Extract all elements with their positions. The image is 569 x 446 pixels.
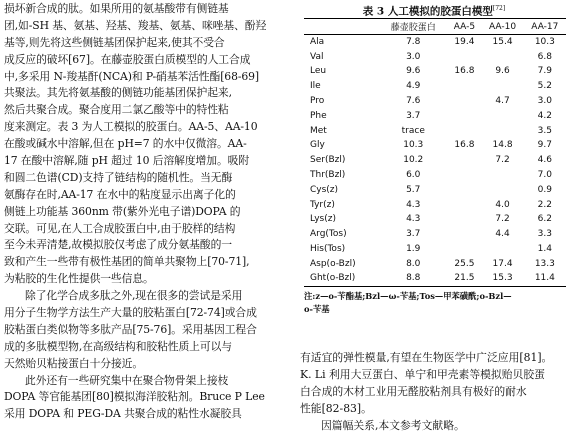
value-cell: 4.3 (406, 214, 421, 225)
value-cell (481, 79, 523, 94)
table-3-block (300, 0, 568, 316)
text-line: 氨酶存在时,AA-17 在水中的粘度显示出离子化的 (4, 187, 236, 201)
text-line: 17 在酸中溶解,随 pH 超过 10 后溶解度增加。吸附 (4, 154, 250, 168)
value-cell: 7.0 (537, 170, 552, 181)
text-line: K. Li 利用大豆蛋白、单宁和甲壳素等模拟贻贝胶蛋 (300, 368, 545, 381)
table-note (304, 290, 566, 316)
value-cell: 17.4 (492, 258, 513, 269)
value-cell: 3.0 (406, 51, 421, 62)
residue-cell: Leu (310, 66, 327, 77)
value-cell: 9.6 (406, 66, 421, 77)
value-cell: 15.4 (492, 37, 513, 48)
text-line: 基等,则先将这些侧链基团保护起来,使其不受合 (4, 35, 225, 49)
column-header: 藤壶胶蛋白 (379, 19, 447, 35)
value-cell (447, 79, 481, 94)
text-line: 在酸或碱水中溶解,但在 pH=7 的水中仅微溶。AA- (4, 137, 247, 151)
value-cell: 0.9 (537, 184, 552, 195)
column-header: AA-10 (481, 19, 523, 35)
value-cell: 3.7 (406, 229, 421, 240)
text-line: 中,多采用 N-羧基酐(NCA)和 P-硝基苯活性酯[68-69] (4, 69, 260, 83)
value-cell: 3.5 (537, 125, 552, 136)
value-cell: 1.9 (406, 244, 421, 255)
residue-cell: Met (310, 125, 327, 136)
value-cell: 4.9 (406, 81, 421, 92)
value-cell: 6.0 (406, 170, 421, 181)
residue-cell: Phe (310, 110, 327, 121)
residue-cell: Arg(Tos) (310, 229, 347, 240)
text-line: 和圆二色谱(CD)支持了链结构的随机性。当无酶 (4, 170, 233, 184)
table-row (304, 108, 566, 123)
value-cell: 2.2 (537, 199, 552, 210)
value-cell (447, 108, 481, 123)
text-line: 天然贻贝粘接蛋白十分接近。 (4, 356, 144, 370)
residue-cell: Pro (310, 96, 325, 107)
residue-cell: Asp(o-Bzl) (310, 258, 356, 269)
value-cell (481, 108, 523, 123)
value-cell (481, 242, 523, 257)
table-row (304, 79, 566, 94)
table-row (304, 271, 566, 286)
text-line: 用分子生物学方法生产大量的胶粘蛋白[72-74]或合成 (4, 306, 257, 320)
value-cell: 14.8 (492, 140, 513, 151)
text-line: 有适宜的弹性模量,有望在生物医学中广泛应用[81]。 (300, 351, 553, 364)
table-row (304, 138, 566, 153)
residue-cell: Tyr(z) (310, 199, 335, 210)
text-line: 至今未弄清楚,故模拟胶仅考虑了成分氨基酸的一 (4, 238, 232, 252)
residue-cell: Thr(Bzl) (310, 170, 346, 181)
value-cell (481, 49, 523, 64)
table-3 (304, 18, 566, 287)
left-column-text (4, 1, 296, 423)
value-cell: 7.2 (495, 214, 510, 225)
text-line: 侧链上功能基 360nm 带(紫外光电子谱)DOPA 的 (4, 204, 241, 218)
table-row (304, 64, 566, 79)
residue-cell: Ala (310, 37, 325, 48)
table-row (304, 94, 566, 109)
value-cell (447, 212, 481, 227)
text-line: 为粘胶的生化性提供一些信息。 (4, 272, 154, 286)
value-cell: 9.7 (537, 140, 552, 151)
table-row (304, 35, 566, 50)
text-line: 除了化学合成多肽之外,现在很多的尝试是采用 (25, 289, 243, 303)
value-cell (447, 242, 481, 257)
table-row (304, 212, 566, 227)
table-row (304, 168, 566, 183)
value-cell (481, 182, 523, 197)
value-cell: 9.6 (495, 66, 510, 77)
column-header: AA-5 (447, 19, 481, 35)
value-cell (447, 123, 481, 138)
value-cell (481, 168, 523, 183)
value-cell: 5.7 (406, 184, 421, 195)
text-line: 交联。可见,在人工合成胶蛋白中,由于胶样的结构 (4, 221, 236, 235)
value-cell: 10.3 (403, 140, 424, 151)
value-cell: 4.3 (406, 199, 421, 210)
value-cell (447, 168, 481, 183)
column-header: AA-17 (524, 19, 566, 35)
value-cell (447, 94, 481, 109)
text-line: 采用 DOPA 和 PEG-DA 共聚合成的粘性水凝胶具 (4, 407, 242, 421)
text-line: 损坏新合成的肽。如果所用的氨基酸带有侧链基 (4, 2, 229, 15)
value-cell: 7.6 (406, 96, 421, 107)
text-line: 度来测定。表 3 为人工模拟的胶蛋白。AA-5、AA-10 (4, 120, 258, 134)
table-row (304, 242, 566, 257)
text-line: 此外还有一些研究集中在聚合物骨架上接枝 (25, 373, 229, 387)
residue-cell: Ser(Bzl) (310, 155, 346, 166)
value-cell (447, 227, 481, 242)
value-cell: 4.6 (537, 155, 552, 166)
table-header-row (304, 19, 566, 35)
residue-cell: Cys(z) (310, 184, 339, 195)
residue-cell: Val (310, 51, 324, 62)
value-cell (447, 182, 481, 197)
value-cell: 6.8 (537, 51, 552, 62)
table-row (304, 123, 566, 138)
text-line: 成的多肽模型物,在高级结构和胶粘性质上可以与 (4, 339, 232, 353)
table-note-line: o-苄基 (304, 303, 330, 314)
value-cell: 15.3 (481, 271, 523, 286)
residue-cell: His(Tos) (310, 244, 346, 255)
value-cell: 10.2 (403, 155, 424, 166)
value-cell: 6.2 (537, 214, 552, 225)
text-line: 性能[82-83]。 (300, 402, 372, 415)
value-cell: 11.4 (524, 271, 566, 286)
value-cell: 3.7 (406, 110, 421, 121)
value-cell: 4.2 (537, 110, 552, 121)
caption-ref: [72] (492, 5, 506, 12)
value-cell: 8.0 (406, 258, 421, 269)
table-row (304, 227, 566, 242)
value-cell: 1.4 (537, 244, 552, 255)
value-cell: 25.5 (454, 258, 475, 269)
right-column-text (300, 349, 568, 434)
text-line: 因篇幅关系,本文参考文献略。 (321, 419, 465, 432)
value-cell (447, 197, 481, 212)
value-cell: 3.3 (537, 229, 552, 240)
text-line: 共聚法。其先将氨基酸的侧链功能基团保护起来, (4, 86, 232, 100)
text-line: 然后共聚合成。聚合度用二氯乙酸等中的特性粘 (4, 103, 229, 117)
value-cell: 4.4 (495, 229, 510, 240)
text-line: 致和产生一些带有极性基团的简单共聚物上[70-71], (4, 255, 250, 269)
value-cell: 7.2 (495, 155, 510, 166)
table-caption: 表 3 人工模拟的胶蛋白模型[72] (362, 5, 506, 18)
table-row (304, 182, 566, 197)
value-cell: 19.4 (454, 37, 475, 48)
value-cell (447, 153, 481, 168)
text-line: DOPA 等官能基团[80]模拟海洋胶粘剂。Bruce P Lee (4, 390, 265, 404)
value-cell (481, 123, 523, 138)
value-cell: 7.8 (406, 37, 421, 48)
value-cell: 8.8 (379, 271, 447, 286)
value-cell: 5.2 (537, 81, 552, 92)
column-header (304, 19, 379, 35)
value-cell: 10.3 (534, 37, 555, 48)
residue-cell: Ile (310, 81, 321, 92)
value-cell: 16.8 (454, 140, 475, 151)
table-note-line: 注:z—o-苄酯基;Bzl—ω-苄基;Tos—甲苯磺酰;o-Bzl— (304, 290, 512, 301)
table-row (304, 49, 566, 64)
value-cell: 16.8 (454, 66, 475, 77)
residue-cell: Gly (310, 140, 325, 151)
value-cell: 13.3 (534, 258, 555, 269)
table-row (304, 256, 566, 271)
text-line: 成反应的破坏[67]。在藤壶胶蛋白质模型的人工合成 (4, 52, 251, 66)
text-line: 胶粘蛋白类似物等多肽产品[75-76]。采用基因工程合 (4, 322, 257, 336)
residue-cell: Ght(o-Bzl) (304, 271, 379, 286)
table-row (304, 153, 566, 168)
residue-cell: Lys(z) (310, 214, 336, 225)
value-cell: 4.7 (495, 96, 510, 107)
text-line: 白合成的木材工业用无醛胶粘剂具有极好的耐水 (300, 385, 527, 398)
value-cell: 3.0 (537, 96, 552, 107)
table-row (304, 197, 566, 212)
value-cell: 21.5 (447, 271, 481, 286)
value-cell: 7.9 (537, 66, 552, 77)
value-cell (447, 49, 481, 64)
value-cell: 4.0 (495, 199, 510, 210)
value-cell: trace (401, 125, 425, 136)
text-line: 团,如-SH 基、氨基、羟基、羧基、氨基、咪唑基、酚羟 (4, 18, 267, 32)
